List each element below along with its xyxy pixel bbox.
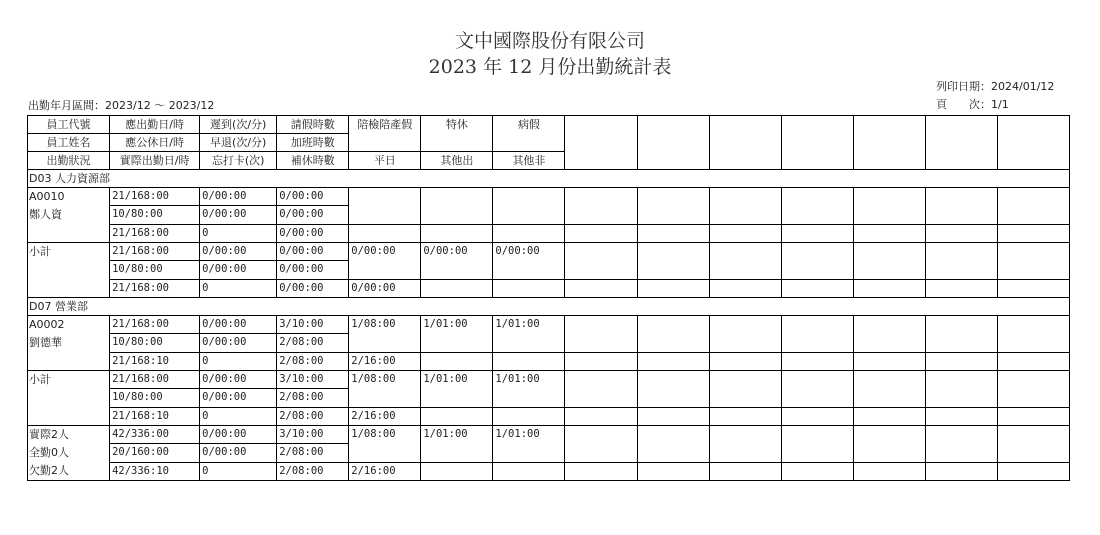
data-row <box>28 371 1070 389</box>
column-header: 忘打卡(次) <box>200 152 277 170</box>
range-label: 出勤年月區間： <box>28 99 105 112</box>
employee-labels <box>29 316 108 370</box>
column-header: 請假時數 <box>277 116 349 134</box>
value-cell: 0/00:00 <box>277 279 349 297</box>
department-name: D07 營業部 <box>29 300 88 313</box>
empty-cell <box>565 188 637 225</box>
employee-label: 鄭人資 <box>29 208 62 221</box>
column-header: 加班時數 <box>277 134 349 152</box>
data-row <box>28 316 1070 334</box>
empty-cell <box>925 371 997 408</box>
empty-cell <box>565 462 637 480</box>
value-cell: 2/16:00 <box>349 352 421 370</box>
employee-label: 實際2人 <box>29 428 69 441</box>
value-cell <box>421 188 493 225</box>
empty-cell <box>997 116 1069 170</box>
empty-cell <box>709 224 781 242</box>
employee-labels <box>29 426 108 480</box>
employee-cell <box>28 316 110 371</box>
value-cell: 1/01:00 <box>493 371 565 408</box>
value-cell: 21/168:00 <box>110 243 200 261</box>
empty-cell <box>925 352 997 370</box>
empty-cell <box>709 316 781 353</box>
value-cell <box>421 462 493 480</box>
value-cell <box>421 407 493 425</box>
employee-label <box>29 407 108 425</box>
empty-cell <box>637 224 709 242</box>
value-cell: 0/00:00 <box>200 371 277 389</box>
value-cell: 0/00:00 <box>277 188 349 206</box>
page-number <box>936 96 1009 112</box>
empty-cell <box>853 116 925 170</box>
empty-cell <box>781 426 853 463</box>
empty-cell <box>997 316 1069 353</box>
employee-labels <box>29 243 108 297</box>
value-cell: 42/336:10 <box>110 462 200 480</box>
value-cell: 0/00:00 <box>200 426 277 444</box>
value-cell: 10/80:00 <box>110 261 200 279</box>
empty-cell <box>637 371 709 408</box>
data-row <box>28 407 1070 425</box>
value-cell: 0/00:00 <box>200 334 277 352</box>
value-cell: 0/00:00 <box>200 243 277 261</box>
value-cell <box>493 462 565 480</box>
value-cell: 2/16:00 <box>349 462 421 480</box>
date-range <box>28 97 214 113</box>
empty-cell <box>781 243 853 280</box>
value-cell <box>493 279 565 297</box>
header-row <box>28 116 1070 134</box>
empty-cell <box>853 371 925 408</box>
value-cell: 0/00:00 <box>493 243 565 280</box>
value-cell: 0 <box>200 462 277 480</box>
data-row <box>28 352 1070 370</box>
value-cell: 2/08:00 <box>277 334 349 352</box>
value-cell: 3/10:00 <box>277 316 349 334</box>
value-cell: 1/01:00 <box>421 426 493 463</box>
value-cell: 42/336:00 <box>110 426 200 444</box>
employee-cell <box>28 371 110 426</box>
empty-cell <box>781 224 853 242</box>
empty-cell <box>709 279 781 297</box>
employee-label <box>29 279 108 297</box>
value-cell: 0/00:00 <box>200 444 277 462</box>
empty-cell <box>637 316 709 353</box>
empty-cell <box>853 224 925 242</box>
empty-cell <box>637 426 709 463</box>
page-label: 頁 次： <box>936 98 991 111</box>
value-cell: 1/01:00 <box>421 371 493 408</box>
value-cell: 21/168:00 <box>110 188 200 206</box>
value-cell: 1/08:00 <box>349 316 421 353</box>
employee-cell <box>28 426 110 481</box>
value-cell <box>421 352 493 370</box>
empty-cell <box>997 462 1069 480</box>
empty-cell <box>997 188 1069 225</box>
value-cell: 1/08:00 <box>349 371 421 408</box>
data-row <box>28 279 1070 297</box>
value-cell: 1/08:00 <box>349 426 421 463</box>
empty-cell <box>565 371 637 408</box>
empty-cell <box>853 352 925 370</box>
value-cell <box>349 224 421 242</box>
column-header: 出勤狀況 <box>28 152 110 170</box>
value-cell: 0 <box>200 352 277 370</box>
empty-cell <box>565 279 637 297</box>
empty-cell <box>637 462 709 480</box>
value-cell <box>493 188 565 225</box>
empty-cell <box>565 243 637 280</box>
empty-cell <box>853 188 925 225</box>
empty-cell <box>925 188 997 225</box>
column-header: 其他非 <box>493 152 565 170</box>
column-header: 實際出勤日/時 <box>110 152 200 170</box>
value-cell: 3/10:00 <box>277 371 349 389</box>
value-cell: 10/80:00 <box>110 334 200 352</box>
empty-cell <box>925 462 997 480</box>
employee-label: 小計 <box>29 245 51 258</box>
employee-label: 欠勤2人 <box>29 464 69 477</box>
empty-cell <box>925 316 997 353</box>
value-cell <box>493 224 565 242</box>
value-cell: 1/01:00 <box>493 316 565 353</box>
employee-label: 劉德華 <box>29 336 62 349</box>
empty-cell <box>637 279 709 297</box>
value-cell: 10/80:00 <box>110 389 200 407</box>
empty-cell <box>853 407 925 425</box>
empty-cell <box>709 116 781 170</box>
value-cell: 20/160:00 <box>110 444 200 462</box>
empty-cell <box>709 243 781 280</box>
empty-cell <box>853 462 925 480</box>
empty-cell <box>997 224 1069 242</box>
value-cell: 0/00:00 <box>349 279 421 297</box>
value-cell: 21/168:00 <box>110 224 200 242</box>
value-cell <box>349 188 421 225</box>
column-header: 平日 <box>349 152 421 170</box>
empty-cell <box>925 243 997 280</box>
value-cell: 1/01:00 <box>493 426 565 463</box>
value-cell: 0/00:00 <box>421 243 493 280</box>
value-cell: 21/168:00 <box>110 371 200 389</box>
print-date <box>936 78 1054 94</box>
empty-cell <box>565 316 637 353</box>
empty-cell <box>853 279 925 297</box>
empty-cell <box>997 426 1069 463</box>
empty-cell <box>853 316 925 353</box>
range-value: 2023/12 ～ 2023/12 <box>105 99 215 112</box>
empty-cell <box>925 116 997 170</box>
empty-cell <box>637 352 709 370</box>
empty-cell <box>781 407 853 425</box>
empty-cell <box>997 371 1069 408</box>
value-cell: 10/80:00 <box>110 206 200 224</box>
data-row <box>28 243 1070 261</box>
column-header: 應出勤日/時 <box>110 116 200 134</box>
empty-cell <box>781 352 853 370</box>
empty-cell <box>853 243 925 280</box>
value-cell: 0/00:00 <box>349 243 421 280</box>
employee-label <box>29 261 108 279</box>
value-cell: 21/168:00 <box>110 316 200 334</box>
column-header: 員工姓名 <box>28 134 110 152</box>
data-row <box>28 462 1070 480</box>
value-cell <box>421 279 493 297</box>
empty-cell <box>709 426 781 463</box>
empty-cell <box>637 188 709 225</box>
empty-cell <box>997 279 1069 297</box>
empty-cell <box>709 188 781 225</box>
empty-cell <box>565 407 637 425</box>
value-cell: 0/00:00 <box>277 206 349 224</box>
value-cell: 0/00:00 <box>200 188 277 206</box>
value-cell: 0/00:00 <box>277 224 349 242</box>
employee-labels <box>29 188 108 242</box>
data-row <box>28 224 1070 242</box>
empty-cell <box>781 116 853 170</box>
value-cell: 21/168:10 <box>110 352 200 370</box>
department-header <box>28 298 1070 316</box>
value-cell: 2/08:00 <box>277 389 349 407</box>
value-cell: 0/00:00 <box>200 206 277 224</box>
value-cell: 0/00:00 <box>277 243 349 261</box>
empty-cell <box>565 426 637 463</box>
value-cell: 0/00:00 <box>200 316 277 334</box>
value-cell: 21/168:00 <box>110 279 200 297</box>
data-row <box>28 188 1070 206</box>
table-body <box>28 116 1070 481</box>
empty-cell <box>709 462 781 480</box>
value-cell <box>493 352 565 370</box>
department-row <box>28 170 1070 188</box>
value-cell: 0 <box>200 224 277 242</box>
value-cell: 0 <box>200 407 277 425</box>
company-name: 文中國際股份有限公司 <box>454 30 645 52</box>
column-header: 應公休日/時 <box>110 134 200 152</box>
employee-labels <box>29 371 108 425</box>
empty-cell <box>637 407 709 425</box>
employee-label: A0002 <box>29 318 65 331</box>
empty-cell <box>925 279 997 297</box>
value-cell <box>421 224 493 242</box>
value-cell: 2/08:00 <box>277 462 349 480</box>
employee-label: 小計 <box>29 373 51 386</box>
value-cell <box>493 407 565 425</box>
empty-cell <box>709 352 781 370</box>
empty-cell <box>781 188 853 225</box>
attendance-table <box>27 115 1070 481</box>
employee-label <box>29 224 108 242</box>
empty-cell <box>565 352 637 370</box>
column-header: 病假 <box>493 116 565 152</box>
employee-label <box>29 352 108 370</box>
empty-cell <box>925 407 997 425</box>
empty-cell <box>925 224 997 242</box>
value-cell: 21/168:10 <box>110 407 200 425</box>
value-cell: 0/00:00 <box>277 261 349 279</box>
department-header <box>28 170 1070 188</box>
value-cell: 2/08:00 <box>277 407 349 425</box>
empty-cell <box>781 462 853 480</box>
empty-cell <box>781 316 853 353</box>
report-title: 2023 年 12 月份出勤統計表 <box>428 56 672 78</box>
empty-cell <box>565 116 637 170</box>
empty-cell <box>997 243 1069 280</box>
empty-cell <box>781 279 853 297</box>
value-cell: 3/10:00 <box>277 426 349 444</box>
value-cell: 0 <box>200 279 277 297</box>
empty-cell <box>637 116 709 170</box>
empty-cell <box>565 224 637 242</box>
value-cell: 2/16:00 <box>349 407 421 425</box>
print-date-label: 列印日期： <box>936 80 991 93</box>
empty-cell <box>853 426 925 463</box>
print-date-value: 2024/01/12 <box>991 80 1055 93</box>
value-cell: 2/08:00 <box>277 444 349 462</box>
value-cell: 0/00:00 <box>200 261 277 279</box>
column-header: 早退(次/分) <box>200 134 277 152</box>
column-header: 其他出 <box>421 152 493 170</box>
column-header: 員工代號 <box>28 116 110 134</box>
department-row <box>28 298 1070 316</box>
column-header: 補休時數 <box>277 152 349 170</box>
column-header: 遲到(次/分) <box>200 116 277 134</box>
empty-cell <box>997 407 1069 425</box>
employee-label: A0010 <box>29 190 65 203</box>
department-name: D03 人力資源部 <box>29 172 110 185</box>
column-header: 陪檢陪產假 <box>349 116 421 152</box>
employee-label: 全勤0人 <box>29 446 69 459</box>
column-header: 特休 <box>421 116 493 152</box>
page-value: 1/1 <box>991 98 1009 111</box>
employee-label <box>29 389 108 407</box>
employee-cell <box>28 188 110 243</box>
empty-cell <box>709 371 781 408</box>
employee-cell <box>28 243 110 298</box>
value-cell: 0/00:00 <box>200 389 277 407</box>
value-cell: 1/01:00 <box>421 316 493 353</box>
empty-cell <box>709 407 781 425</box>
empty-cell <box>925 426 997 463</box>
empty-cell <box>637 243 709 280</box>
data-row <box>28 426 1070 444</box>
empty-cell <box>997 352 1069 370</box>
value-cell: 2/08:00 <box>277 352 349 370</box>
empty-cell <box>781 371 853 408</box>
